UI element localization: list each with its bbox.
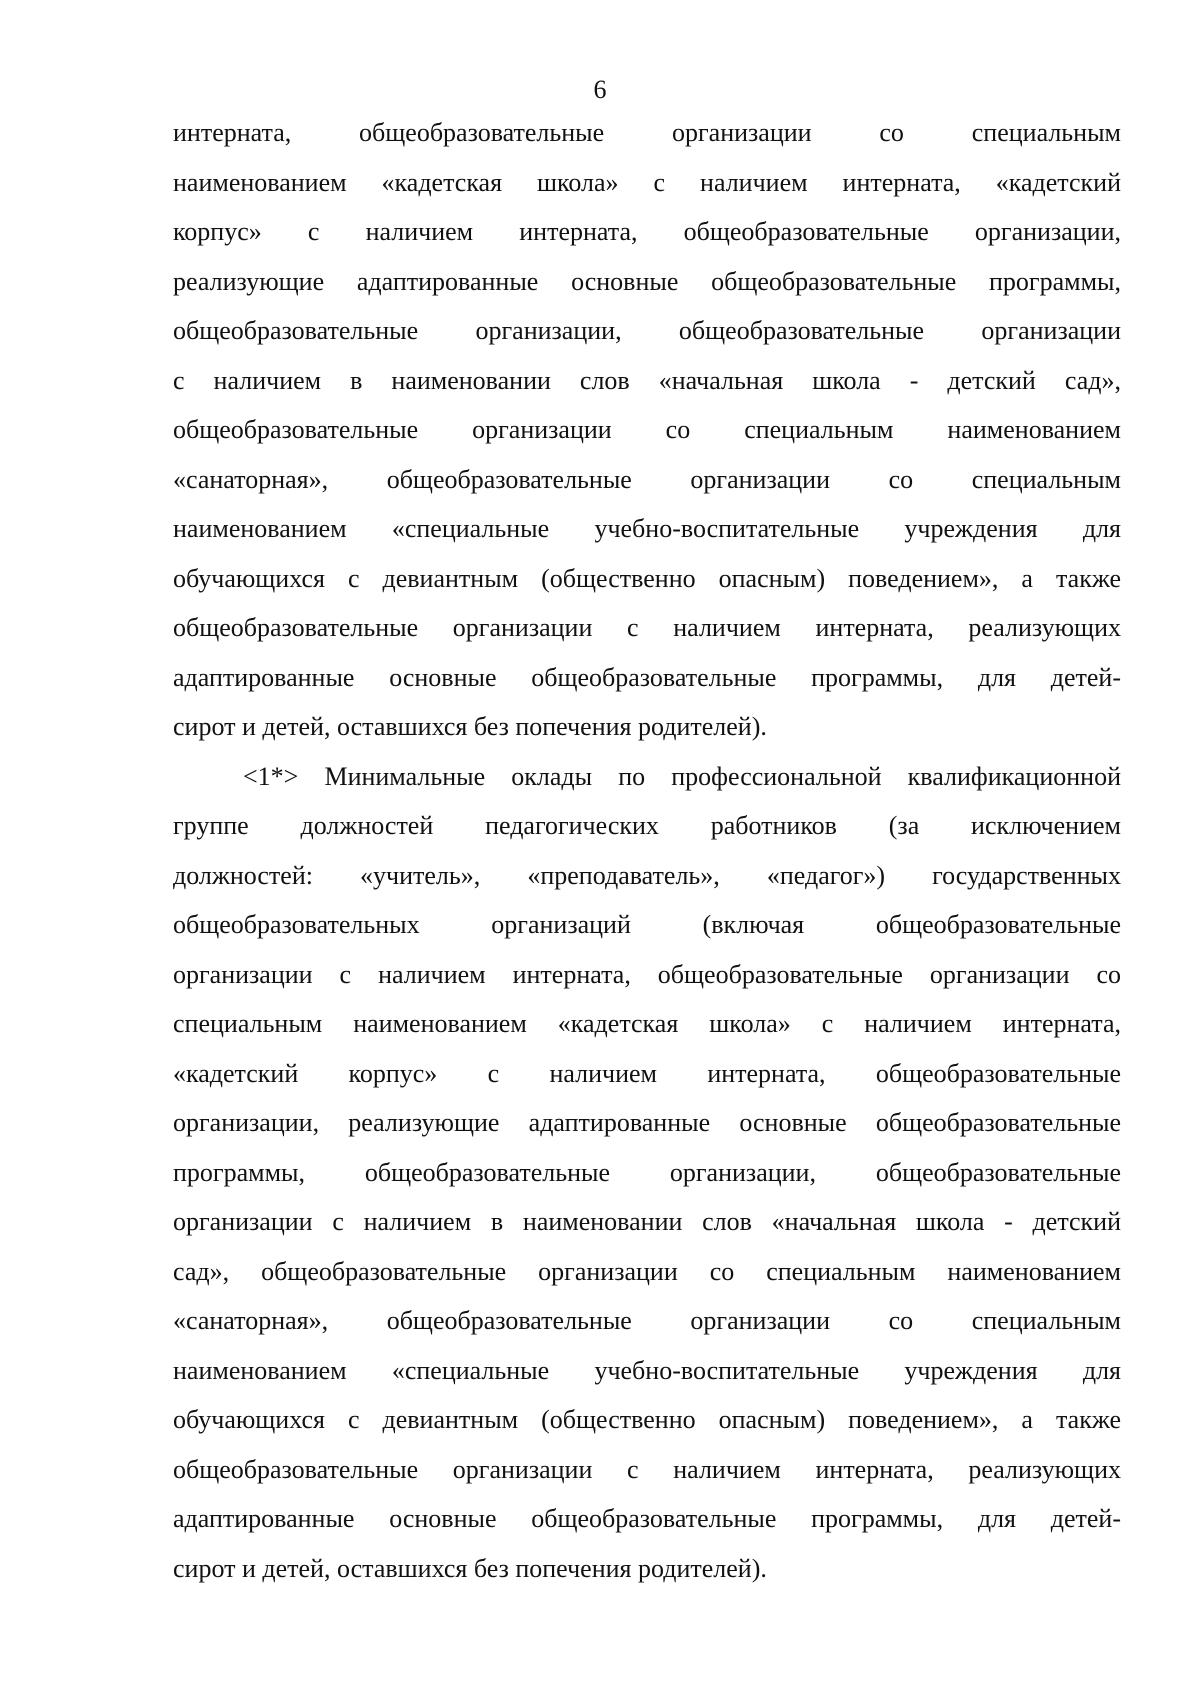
text-line: организации, реализующие адаптированные основные общеобразовательные [173,1108,1121,1137]
text-line: организации с наличием интерната, общеобразовательные организации со [173,959,1121,989]
text-line: с наличием в наименовании слов «начальная школа - детский сад», [173,365,1121,395]
text-line: наименованием «специальные учебно-воспитательные учреждения для [173,514,1121,543]
text-line: группе должностей педагогических работников (за исключением [173,811,1121,840]
text-line: корпус» с наличием интерната, общеобразовательные организации, [173,217,1121,246]
text-line: «санаторная», общеобразовательные организации со специальным [173,464,1121,494]
page-number: 6 [593,75,607,104]
text-line: общеобразовательные организации с наличием интерната, реализующих [173,613,1121,642]
text-line: организации с наличием в наименовании слов «начальная школа - детский [173,1207,1121,1236]
text-line: общеобразовательные организации, общеобразовательные организации [173,316,1121,345]
text-line: программы, общеобразовательные организации, общеобразовательные [173,1157,1121,1187]
text-line: должностей: «учитель», «преподаватель», «педагог») государственных [173,860,1121,890]
footnote-paragraph [173,752,1121,1594]
text-line: специальным наименованием «кадетская школа» с наличием интерната, [173,1009,1121,1038]
text-line: сирот и детей, оставшихся без попечения родителей). [173,712,767,741]
text-line: адаптированные основные общеобразовательные программы, для детей- [173,1504,1121,1533]
text-line: «кадетский корпус» с наличием интерната, общеобразовательные [173,1058,1121,1088]
text-line: сад», общеобразовательные организации со специальным наименованием [173,1256,1121,1286]
text-line: обучающихся с девиантным (общественно опасным) поведением», а также [173,563,1121,593]
text-line: «санаторная», общеобразовательные организации со специальным [173,1306,1121,1335]
text-line: адаптированные основные общеобразовательные программы, для детей- [173,662,1121,692]
document-body [173,108,1121,1593]
text-line: интерната, общеобразовательные организации со специальным [173,118,1121,147]
paragraph-continuation [173,108,1121,752]
text-line: реализующие адаптированные основные общеобразовательные программы, [173,266,1121,296]
text-line: обучающихся с девиантным (общественно опасным) поведением», а также [173,1405,1121,1434]
text-line: общеобразовательные организации с наличием интерната, реализующих [173,1454,1121,1484]
text-line: общеобразовательные организации со специальным наименованием [173,415,1121,444]
text-line: сирот и детей, оставшихся без попечения родителей). [173,1553,767,1583]
text-line: наименованием «кадетская школа» с наличием интерната, «кадетский [173,167,1121,197]
text-line: <1*> Минимальные оклады по профессиональной квалификационной [243,761,1121,791]
text-line: общеобразовательных организаций (включая общеобразовательные [173,910,1121,939]
text-line: наименованием «специальные учебно-воспитательные учреждения для [173,1355,1121,1385]
